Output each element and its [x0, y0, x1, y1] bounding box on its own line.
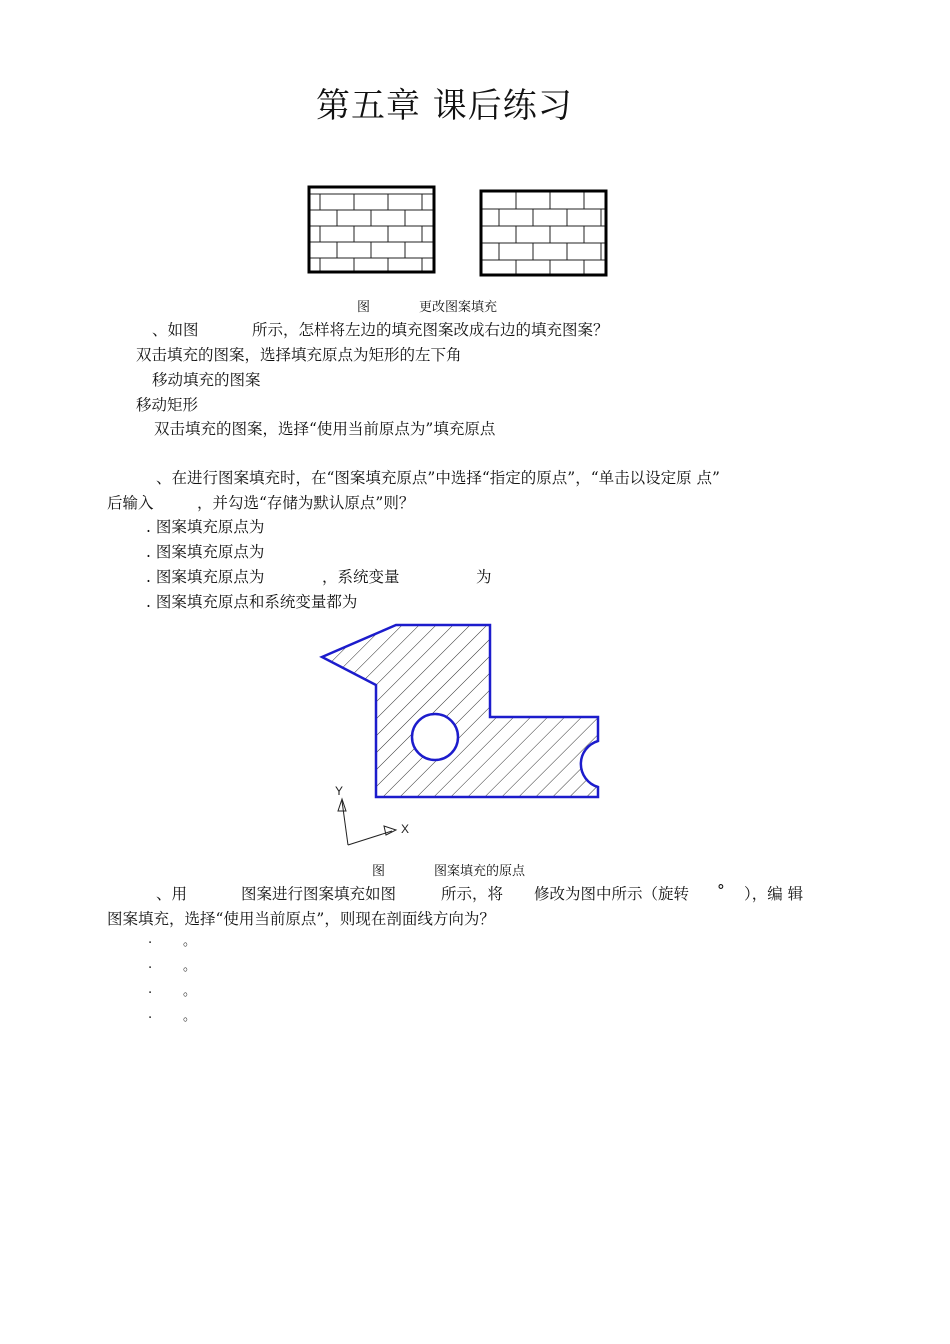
q1-stem-a: 、如图 [152, 321, 199, 339]
q2-option-d: . 图案填充原点和系统变量都为 [146, 593, 358, 611]
right-rectangle [481, 191, 606, 275]
q3-stem-line2: 图案填充，选择“使用当前原点”，则现在剖面线方向为？ [107, 910, 495, 928]
q3-option-d-suffix: 。 [183, 1009, 197, 1024]
q2-option-b: . 图案填充原点为 [146, 543, 265, 561]
q2-stem-line1: 、在进行图案填充时，在“图案填充原点”中选择“指定的原点”，“单击以设定原 点” [156, 469, 720, 487]
left-rectangle [309, 187, 434, 272]
q3-stem-c: 所示，将 [441, 885, 504, 903]
q1-option-b: 移动填充的图案 [152, 371, 261, 389]
q2-option-c: . 图案填充原点为 [146, 568, 265, 586]
q3-stem-f: ），编 辑 [744, 885, 804, 903]
figure2-caption: 图案填充的原点 [434, 864, 526, 879]
figure2-caption-prefix: 图 [372, 864, 386, 879]
figure1-caption-prefix: 图 [357, 300, 371, 315]
q2-option-c-end: 为 [476, 568, 492, 586]
q3-option-c-suffix: 。 [183, 984, 197, 999]
ucs-icon [338, 799, 396, 845]
q2-stem-line2-a: 后输入 [107, 494, 154, 512]
right-brick-pattern [482, 192, 620, 282]
q3-option-b-marker: . [148, 957, 153, 972]
q3-option-c-marker: . [148, 982, 153, 997]
figure1-caption: 更改图案填充 [419, 300, 498, 315]
q1-option-c: 移动矩形 [136, 396, 199, 414]
y-axis-arrow [338, 799, 346, 811]
page-title: 第五章 课后练习 [316, 86, 573, 126]
q3-option-d-marker: . [148, 1007, 153, 1022]
q2-option-c-mid: ，系统变量 [322, 568, 400, 586]
q3-stem-d: 修改为图中所示（旋转 [534, 885, 690, 903]
brick-hatch-figure [300, 182, 620, 282]
q2-stem-line2-b: ，并勾选“存储为默认原点”则？ [197, 494, 415, 512]
q3-option-a-suffix: 。 [183, 934, 197, 949]
q2-option-a: . 图案填充原点为 [146, 518, 265, 536]
q1-option-d: 双击填充的图案，选择“使用当前原点为”填充原点 [154, 420, 496, 438]
hatched-part-outline [322, 625, 598, 797]
x-axis-label: X [401, 822, 410, 836]
q3-option-a-marker: . [148, 932, 153, 947]
q1-stem-b: 所示，怎样将左边的填充图案改成右边的填充图案？ [252, 321, 609, 339]
q3-stem-b: 图案进行图案填充如图 [241, 885, 397, 903]
hatched-part-figure [310, 615, 610, 855]
q3-stem-e: ° [717, 882, 725, 900]
q3-stem-a: 、用 [156, 885, 188, 903]
q3-option-b-suffix: 。 [183, 959, 197, 974]
y-axis-label: Y [335, 784, 344, 798]
q1-option-a: 双击填充的图案，选择填充原点为矩形的左下角 [136, 346, 462, 364]
x-axis-arrow [384, 826, 396, 835]
